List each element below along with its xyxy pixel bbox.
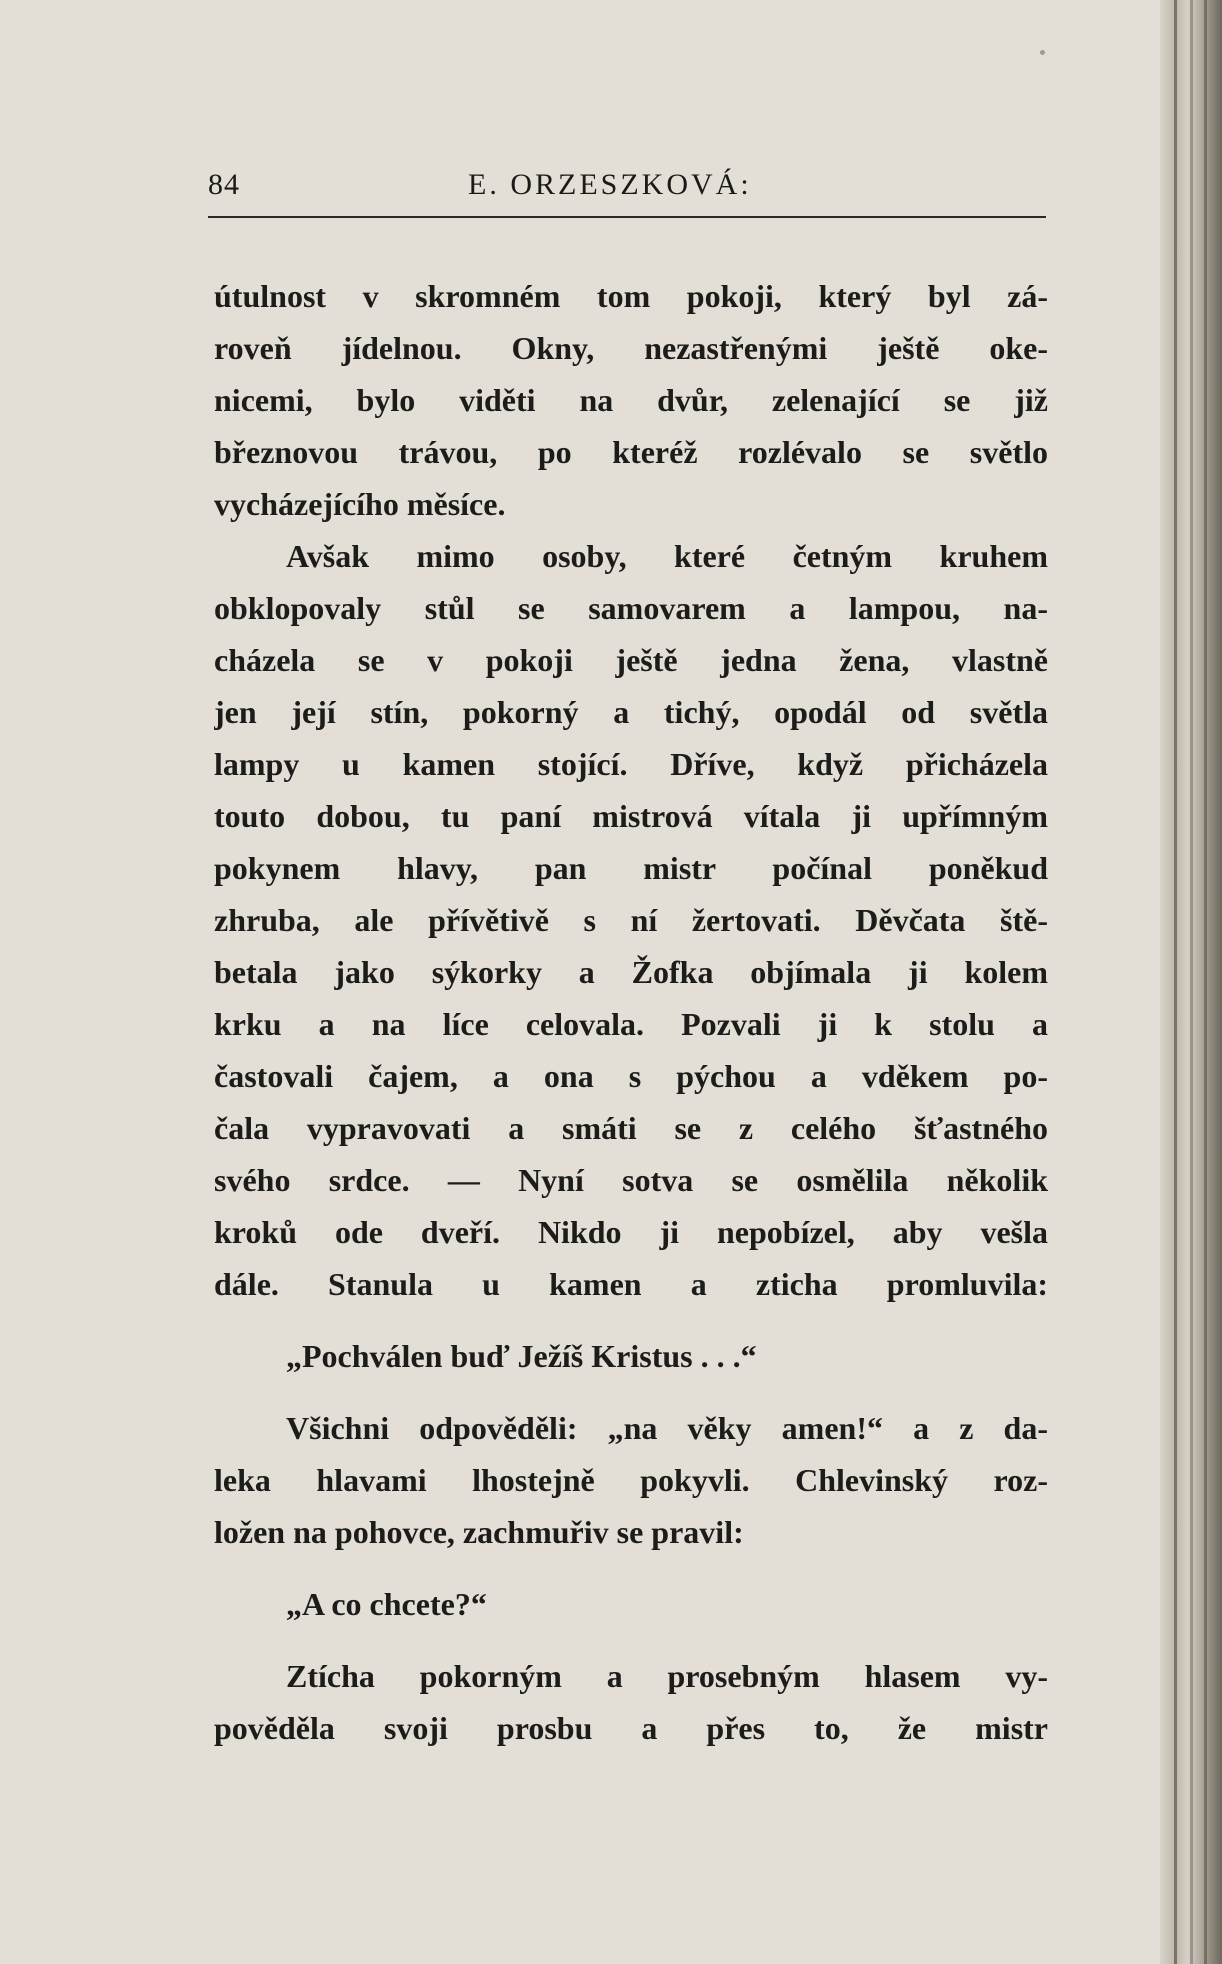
text-line: dále. Stanula u kamen a zticha promluvila: — [214, 1266, 1048, 1302]
text-line: „Pochválen buď Ježíš Kristus . . .“ — [286, 1338, 757, 1374]
book-page-edge — [1160, 0, 1222, 1964]
text-line: Ztícha pokorným a prosebným hlasem vy- — [286, 1658, 1048, 1694]
paragraph-gap — [214, 1630, 1048, 1650]
page-edge-line — [1190, 0, 1193, 1964]
text-line: zhruba, ale přívětivě s ní žertovati. Děvčata ště- — [214, 902, 1048, 938]
text-line: Avšak mimo osoby, které četným kruhem — [286, 538, 1048, 574]
header-rule — [208, 216, 1046, 218]
text-line: vycházejícího měsíce. — [214, 486, 506, 522]
text-line: roveň jídelnou. Okny, nezastřenými ještě oke- — [214, 330, 1048, 366]
text-line: Všichni odpověděli: „na věky amen!“ a z da- — [286, 1410, 1048, 1446]
text-line: „A co chcete?“ — [286, 1586, 487, 1622]
page-number: 84 — [208, 168, 240, 201]
text-line: pokynem hlavy, pan mistr počínal poněkud — [214, 850, 1048, 886]
text-line: pověděla svoji prosbu a přes to, že mistr — [214, 1710, 1048, 1746]
paragraph-gap — [214, 1310, 1048, 1330]
text-line: lampy u kamen stojící. Dříve, když přicházela — [214, 746, 1048, 782]
page-edge-line — [1174, 0, 1177, 1964]
text-line: leka hlavami lhostejně pokyvli. Chlevinský roz- — [214, 1462, 1048, 1498]
text-line: krku a na líce celovala. Pozvali ji k stolu a — [214, 1006, 1048, 1042]
text-line: ložen na pohovce, zachmuřiv se pravil: — [214, 1514, 744, 1550]
page-header — [208, 160, 1046, 216]
running-head: E. ORZESZKOVÁ: — [468, 168, 752, 201]
text-line: nicemi, bylo viděti na dvůr, zelenající se již — [214, 382, 1048, 418]
page-edge-line — [1204, 0, 1207, 1964]
text-line: svého srdce. — Nyní sotva se osmělila několik — [214, 1162, 1048, 1198]
body-text — [214, 270, 1048, 1754]
text-line: betala jako sýkorky a Žofka objímala ji kolem — [214, 954, 1048, 990]
text-line: častovali čajem, a ona s pýchou a vděkem po- — [214, 1058, 1048, 1094]
text-line: útulnost v skromném tom pokoji, který byl zá- — [214, 278, 1048, 314]
paragraph-gap — [214, 1558, 1048, 1578]
text-line: jen její stín, pokorný a tichý, opodál od světla — [214, 694, 1048, 730]
text-line: kroků ode dveří. Nikdo ji nepobízel, aby vešla — [214, 1214, 1048, 1250]
paper-speck — [1040, 50, 1045, 55]
text-line: touto dobou, tu paní mistrová vítala ji upřímným — [214, 798, 1048, 834]
paragraph-gap — [214, 1382, 1048, 1402]
text-line: čala vypravovati a smáti se z celého šťastného — [214, 1110, 1048, 1146]
text-line: obklopovaly stůl se samovarem a lampou, na- — [214, 590, 1048, 626]
text-line: březnovou trávou, po kteréž rozlévalo se světlo — [214, 434, 1048, 470]
text-line: cházela se v pokoji ještě jedna žena, vlastně — [214, 642, 1048, 678]
